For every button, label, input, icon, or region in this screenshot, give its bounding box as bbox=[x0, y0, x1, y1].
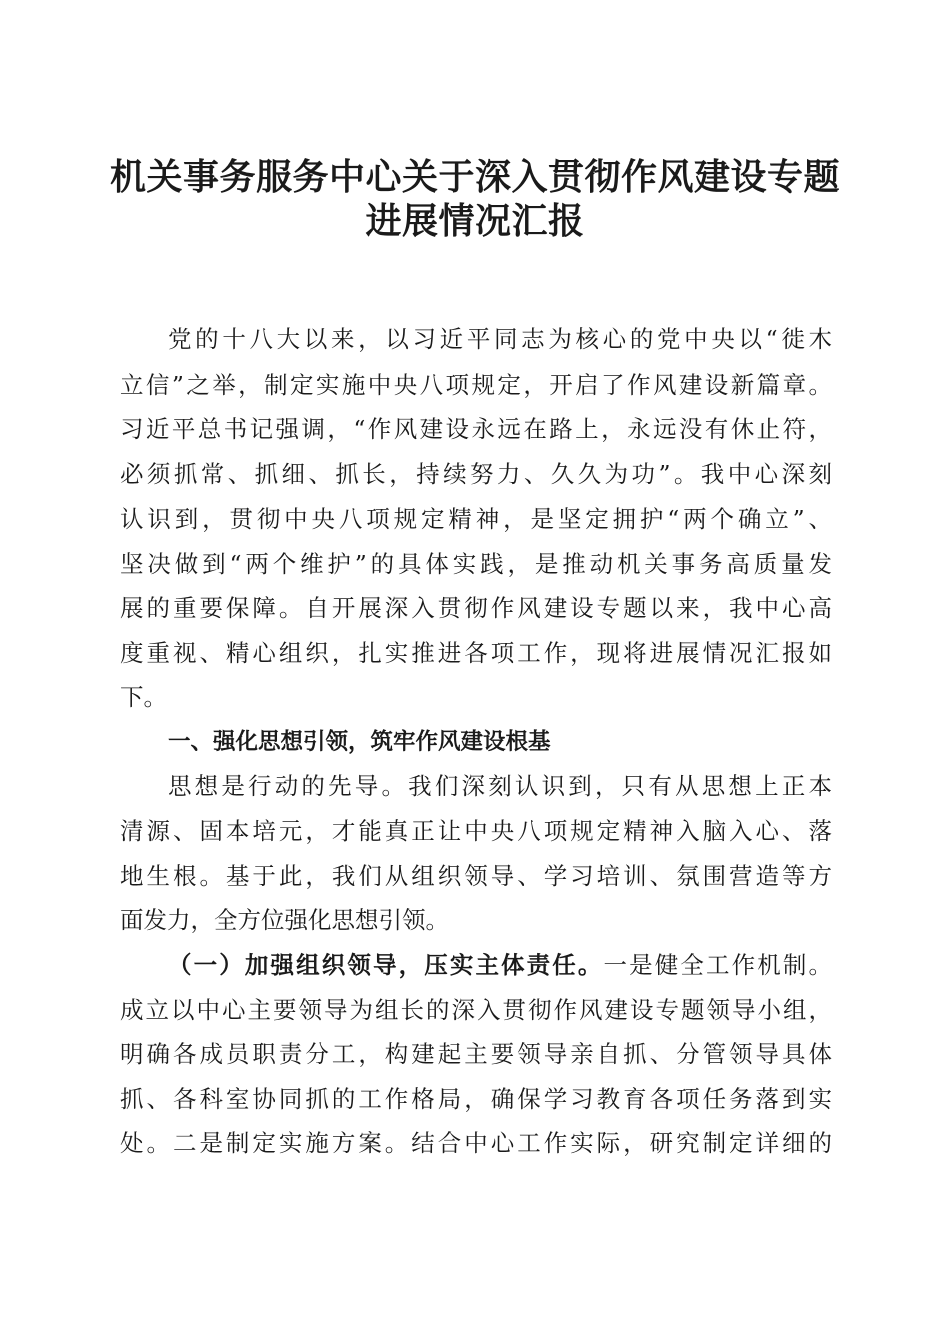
section-1-line-2: 清源、固本培元，才能真正让中央八项规定精神入脑入心、落 bbox=[120, 817, 832, 845]
subsection-1-bold-lead: （一）加强组织领导，压实主体责任。 bbox=[168, 951, 604, 979]
subsection-1-line-4: 抓、各科室协同抓的工作格局，确保学习教育各项任务落到实 bbox=[120, 1085, 832, 1113]
subsection-1-first-line bbox=[168, 950, 832, 980]
subsection-1-line-3: 明确各成员职责分工，构建起主要领导亲自抓、分管领导具体 bbox=[120, 1040, 832, 1068]
section-1-line-1: 思想是行动的先导。我们深刻认识到，只有从思想上正本 bbox=[168, 772, 832, 800]
document-title-line-2: 进展情况汇报 bbox=[365, 201, 585, 242]
intro-line-2: 立信”之举，制定实施中央八项规定，开启了作风建设新篇章。 bbox=[120, 371, 832, 399]
intro-line-6: 坚决做到“两个维护”的具体实践，是推动机关事务高质量发 bbox=[120, 550, 832, 578]
intro-line-1: 党的十八大以来，以习近平同志为核心的党中央以“徙木 bbox=[168, 325, 832, 353]
subsection-1-line-5: 处。二是制定实施方案。结合中心工作实际，研究制定详细的 bbox=[120, 1129, 832, 1157]
document-title-line-1: 机关事务服务中心关于深入贯彻作风建设专题 bbox=[109, 157, 840, 198]
intro-line-4: 必须抓常、抓细、抓长，持续努力、久久为功”。我中心深刻 bbox=[120, 460, 832, 488]
section-1-line-3: 地生根。基于此，我们从组织领导、学习培训、氛围营造等方 bbox=[120, 862, 832, 890]
intro-line-7: 展的重要保障。自开展深入贯彻作风建设专题以来，我中心高 bbox=[120, 594, 832, 622]
intro-line-9: 下。 bbox=[120, 683, 167, 711]
intro-line-3: 习近平总书记强调，“作风建设永远在路上，永远没有休止符， bbox=[120, 415, 832, 443]
section-1-heading: 一、强化思想引领，筑牢作风建设根基 bbox=[168, 729, 551, 755]
section-1-line-4: 面发力，全方位强化思想引领。 bbox=[120, 906, 449, 934]
intro-line-5: 认识到，贯彻中央八项规定精神，是坚定拥护“两个确立”、 bbox=[120, 505, 832, 533]
intro-line-8: 度重视、精心组织，扎实推进各项工作，现将进展情况汇报如 bbox=[120, 639, 832, 667]
subsection-1-line-2: 成立以中心主要领导为组长的深入贯彻作风建设专题领导小组， bbox=[120, 996, 832, 1024]
subsection-1-lead-rest: 一是健全工作机制。 bbox=[603, 951, 833, 979]
